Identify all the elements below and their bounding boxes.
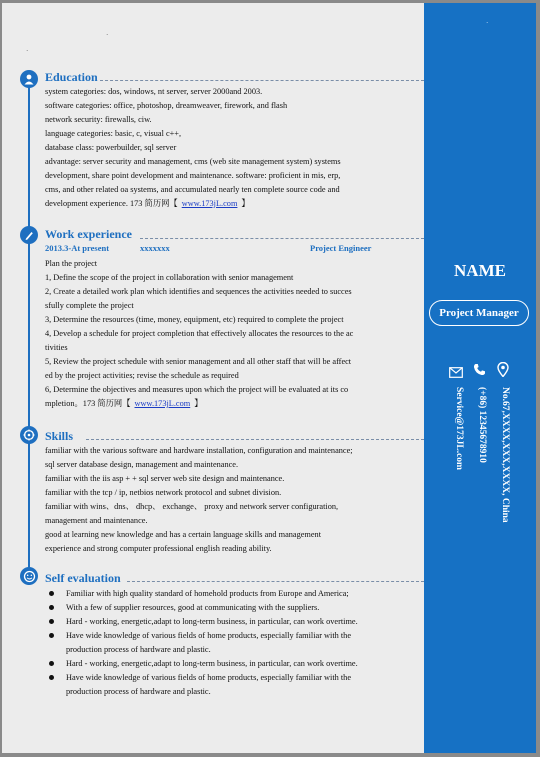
work-line: ed by the project activities; revise the schedule as required xyxy=(45,371,239,380)
self-evaluation-item: Hard - working, energetic,adapt to long-term business, in particular, can work overtime. xyxy=(45,657,415,671)
edu-line: language categories: basic, c, visual c++, xyxy=(45,129,182,138)
bullet-icon xyxy=(49,605,54,610)
candidate-name: NAME xyxy=(454,261,506,280)
skills-line: management and maintenance. xyxy=(45,516,148,525)
format-mark: · xyxy=(26,47,29,55)
self-evaluation-item: Have wide knowledge of various fields of home products, especially familiar with the production process of hardware and plastic. xyxy=(45,629,415,657)
bullet-icon xyxy=(49,619,54,624)
education-heading: Education xyxy=(45,70,98,84)
work-line: 5, Review the project schedule with senior management and all other staff that will be affect xyxy=(45,357,352,366)
website-link[interactable]: www.173jL.com xyxy=(134,399,191,408)
self-heading: Self evaluation xyxy=(45,571,121,585)
self-divider xyxy=(127,581,424,582)
edu-line: system categories: dos, windows, nt server, server 2000and 2003. xyxy=(45,87,263,96)
location-icon xyxy=(497,362,509,382)
edu-line: cms, and other related oa systems, and accumulated nearly ten complete source code and xyxy=(45,185,340,194)
work-line: Plan the project xyxy=(45,259,98,268)
self-evaluation-item: With a few of supplier resources, good at communicating with the suppliers. xyxy=(45,601,415,615)
work-divider xyxy=(140,238,424,239)
bullet-icon xyxy=(49,633,54,638)
edu-line: database class: powerbuilder, sql server xyxy=(45,143,177,152)
work-line: mpletion。173 简历网【 www.173jL.com 】 xyxy=(45,399,203,408)
job-company: xxxxxxx xyxy=(140,243,170,253)
job-title-badge: Project Manager xyxy=(429,300,529,326)
edu-line: advantage: server security and management, cms (web site management system) systems xyxy=(45,157,341,166)
work-line: 6, Determine the objectives and measures upon which the project will be evaluated at its co xyxy=(45,385,349,394)
skills-line: sql server database design, management and maintenance. xyxy=(45,460,239,469)
skills-line: experience and strong computer professional english reading ability. xyxy=(45,544,272,553)
education-divider xyxy=(100,80,424,81)
skills-line: familiar with the tcp / ip, netbios network protocol and subnet division. xyxy=(45,488,282,497)
phone-text: (+86) 12345678910 xyxy=(477,387,487,463)
skills-heading: Skills xyxy=(45,429,74,443)
format-mark: · xyxy=(106,31,109,39)
user-icon xyxy=(20,70,38,88)
job-position: Project Engineer xyxy=(310,243,372,253)
edu-line: software categories: office, photoshop, dreamweaver, firework, and flash xyxy=(45,101,288,110)
work-line: 4, Develop a schedule for project completion that effectively allocates the resources to the ac xyxy=(45,329,354,338)
edu-line: development, share point development and maintenance. software: proficient in mis, erp, xyxy=(45,171,341,180)
smiley-icon xyxy=(20,567,38,585)
self-evaluation-item: Hard - working, energetic,adapt to long-term business, in particular, can work overtime. xyxy=(45,615,415,629)
self-evaluation-item: Familiar with high quality standard of homehold products from Europe and America; xyxy=(45,587,415,601)
bullet-icon xyxy=(49,661,54,666)
skills-line: familiar with the iis asp + + sql server web site design and maintenance. xyxy=(45,474,285,483)
email-text: Service@173JL.com xyxy=(454,387,464,470)
work-line: tivities xyxy=(45,343,68,352)
work-line: 1, Define the scope of the project in collaboration with senior management xyxy=(45,273,294,282)
work-line: sfully complete the project xyxy=(45,301,134,310)
work-line: 3, Determine the resources (time, money, equipment, etc) required to complete the project xyxy=(45,315,344,324)
skills-line: good at learning new knowledge and has a certain language skills and management xyxy=(45,530,322,539)
self-evaluation-item: Have wide knowledge of various fields of home products, especially familiar with the production process of hardware and plastic. xyxy=(45,671,415,699)
work-heading: Work experience xyxy=(45,227,132,241)
skills-divider xyxy=(86,439,424,440)
edu-line: network security: firewalls, ciw. xyxy=(45,115,152,124)
education-content xyxy=(45,85,415,211)
skills-line: familiar with wins、dns、 dhcp、 exchange、 proxy and network server configuration, xyxy=(45,502,339,511)
edu-line: development experience. 173 简历网【 www.173jL.com 】 xyxy=(45,199,250,208)
pencil-icon xyxy=(20,226,38,244)
format-mark: · xyxy=(486,19,489,27)
bullet-icon xyxy=(49,591,54,596)
resume-page xyxy=(2,3,536,753)
work-content xyxy=(45,257,415,411)
self-evaluation-list xyxy=(45,587,415,699)
address-text: No.67,XXXX,XXX,XXXX, China xyxy=(500,387,510,523)
compass-icon xyxy=(20,426,38,444)
timeline-line xyxy=(28,75,30,585)
skills-line: familiar with the various software and hardware installation, configuration and maintenance; xyxy=(45,446,353,455)
job-period: 2013.3-At present xyxy=(45,243,110,253)
work-line: 2, Create a detailed work plan which identifies and sequences the activities needed to succes xyxy=(45,287,352,296)
mail-icon xyxy=(449,365,463,383)
phone-icon xyxy=(473,363,486,381)
skills-content xyxy=(45,444,415,556)
bullet-icon xyxy=(49,675,54,680)
website-link[interactable]: www.173jL.com xyxy=(181,199,238,208)
